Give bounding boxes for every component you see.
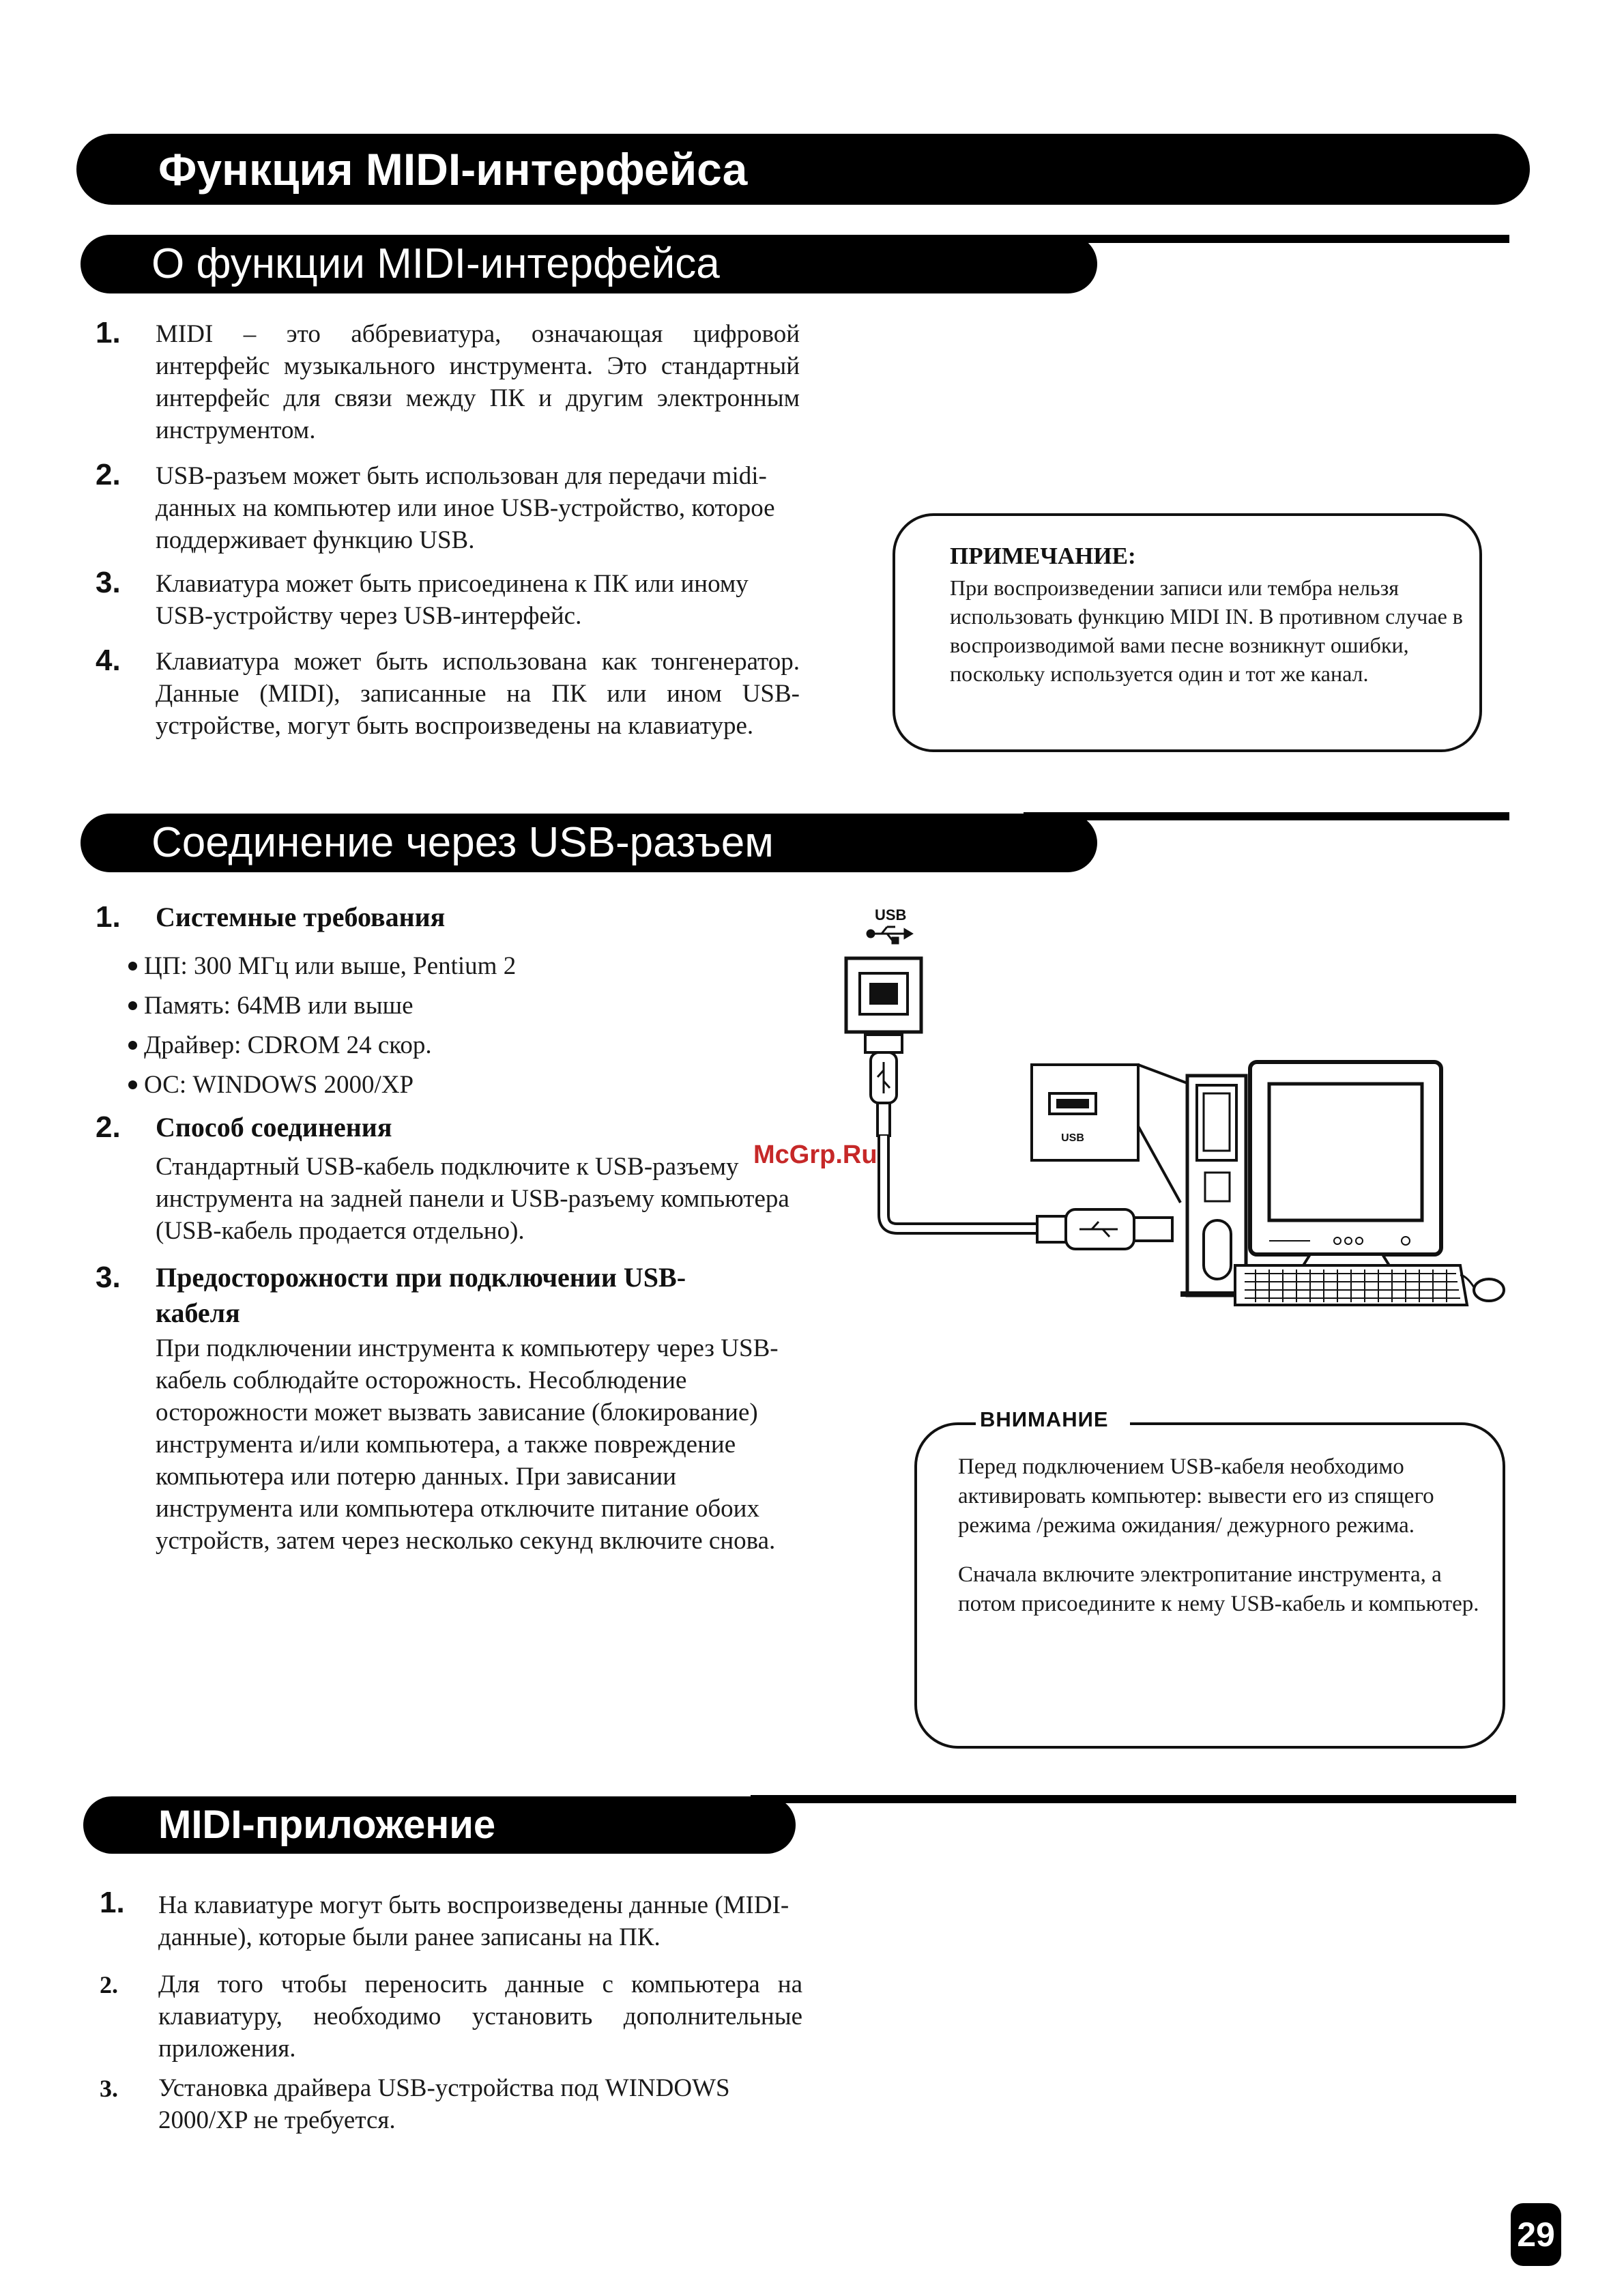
usb-precautions-heading: Предосторожности при подключении USB-кабеля (156, 1262, 686, 1328)
item-number: 3. (100, 2075, 118, 2102)
section-title-app: MIDI-приложение (158, 1803, 496, 1847)
requirement-item: ЦП: 300 МГц или выше, Pentium 2 (128, 950, 516, 982)
usb-panel-label: USB (1061, 1132, 1084, 1144)
connection-method-text: Стандартный USB-кабель подключите к USB-разъему инструмента на задней панели и USB-разъему компьютера (USB-кабель продается отдельно). (156, 1153, 789, 1245)
item-number: 2. (96, 1110, 121, 1144)
item-number: 2. (96, 458, 121, 491)
item-number: 4. (96, 644, 121, 677)
page-number-badge (1511, 2203, 1561, 2266)
item-number: 3. (96, 566, 121, 599)
item-number: 1. (100, 1886, 125, 1919)
section-rule (1024, 812, 1509, 820)
computer-mouse (1474, 1279, 1504, 1301)
section-title-usb: Соединение через USB-разъем (151, 819, 774, 866)
requirement-item: ОС: WINDOWS 2000/XP (128, 1069, 414, 1101)
usb-connection-diagram (832, 901, 1515, 1310)
section-rule (1024, 235, 1509, 243)
usb-logo-label: USB (875, 906, 907, 923)
connection-method-heading: Способ соединения (156, 1112, 392, 1143)
page-number: 29 (1517, 2215, 1555, 2254)
app-item-3-text: Установка драйвера USB-устройства под WINDOWS 2000/XP не требуется. (158, 2074, 730, 2134)
usb-plug-b (865, 1035, 902, 1052)
item-number: 1. (96, 316, 121, 349)
watermark: McGrp.Ru (753, 1140, 878, 1169)
usb-precautions-text: При подключении инструмента к компьютеру через USB-кабель соблюдайте осторожность. Несоблюдение осторожности может вызвать зависание (блокирование) инструмента и/или компьютера, а также повреждение компьютера или потерю данных. При зависании инструмента или компьютера отключите питание обоих устройств, затем через несколько секунд включите снова. (156, 1334, 779, 1555)
about-item-1-text: MIDI – это аббревиатура, означающая цифровой интерфейс музыкального инструмента. Это стандартный интерфейс для связи между ПК и другим электронным инструментом. (156, 320, 800, 444)
item-number: 1. (96, 900, 121, 934)
page-title: Функция MIDI-интерфейса (158, 144, 748, 195)
requirement-item: Память: 64MB или выше (128, 990, 414, 1022)
note-title: ПРИМЕЧАНИЕ: (950, 543, 1136, 569)
about-item-3-text: Клавиатура может быть присоединена к ПК или иному USB-устройству через USB-интерфейс. (156, 570, 749, 630)
app-item-2-text: Для того чтобы переносить данные с компьютера на клавиатуру, необходимо установить дополнительные приложения. (158, 1970, 802, 2063)
warning-title: ВНИМАНИЕ (980, 1407, 1109, 1431)
section-title-about: О функции MIDI-интерфейса (151, 240, 720, 287)
item-number: 2. (100, 1971, 118, 1998)
warning-paragraph-1: Перед подключением USB-кабеля необходимо активировать компьютер: вывести его из спящего режима /режима ожидания/ дежурного режима. (958, 1454, 1434, 1538)
app-item-1-text: На клавиатуре могут быть воспроизведены данные (MIDI-данные), которые были ранее записаны на ПК. (158, 1891, 789, 1951)
warning-title-rule (1133, 1422, 1440, 1425)
section-rule (751, 1795, 1516, 1803)
about-item-2-text: USB-разъем может быть использован для передачи midi-данных на компьютер или иное USB-устройство, которое поддерживает функцию USB. (156, 462, 775, 554)
item-number: 3. (96, 1261, 121, 1294)
note-text: При воспроизведении записи или тембра нельзя использовать функцию MIDI IN. В противном случае в воспроизводимой вами песне возникнут ошибки, поскольку используется один и тот же канал. (950, 575, 1463, 686)
usb-icon (867, 927, 912, 943)
system-requirements-heading: Системные требования (156, 902, 446, 932)
warning-paragraph-2: Сначала включите электропитание инструмента, а потом присоедините к нему USB-кабель и компьютер. (958, 1562, 1479, 1616)
requirement-item: Драйвер: CDROM 24 скор. (128, 1029, 432, 1061)
about-item-4-text: Клавиатура может быть использована как тонгенератор. Данные (MIDI), записанные на ПК или ином USB-устройстве, могут быть воспроизведены на клавиатуре. (156, 648, 800, 740)
